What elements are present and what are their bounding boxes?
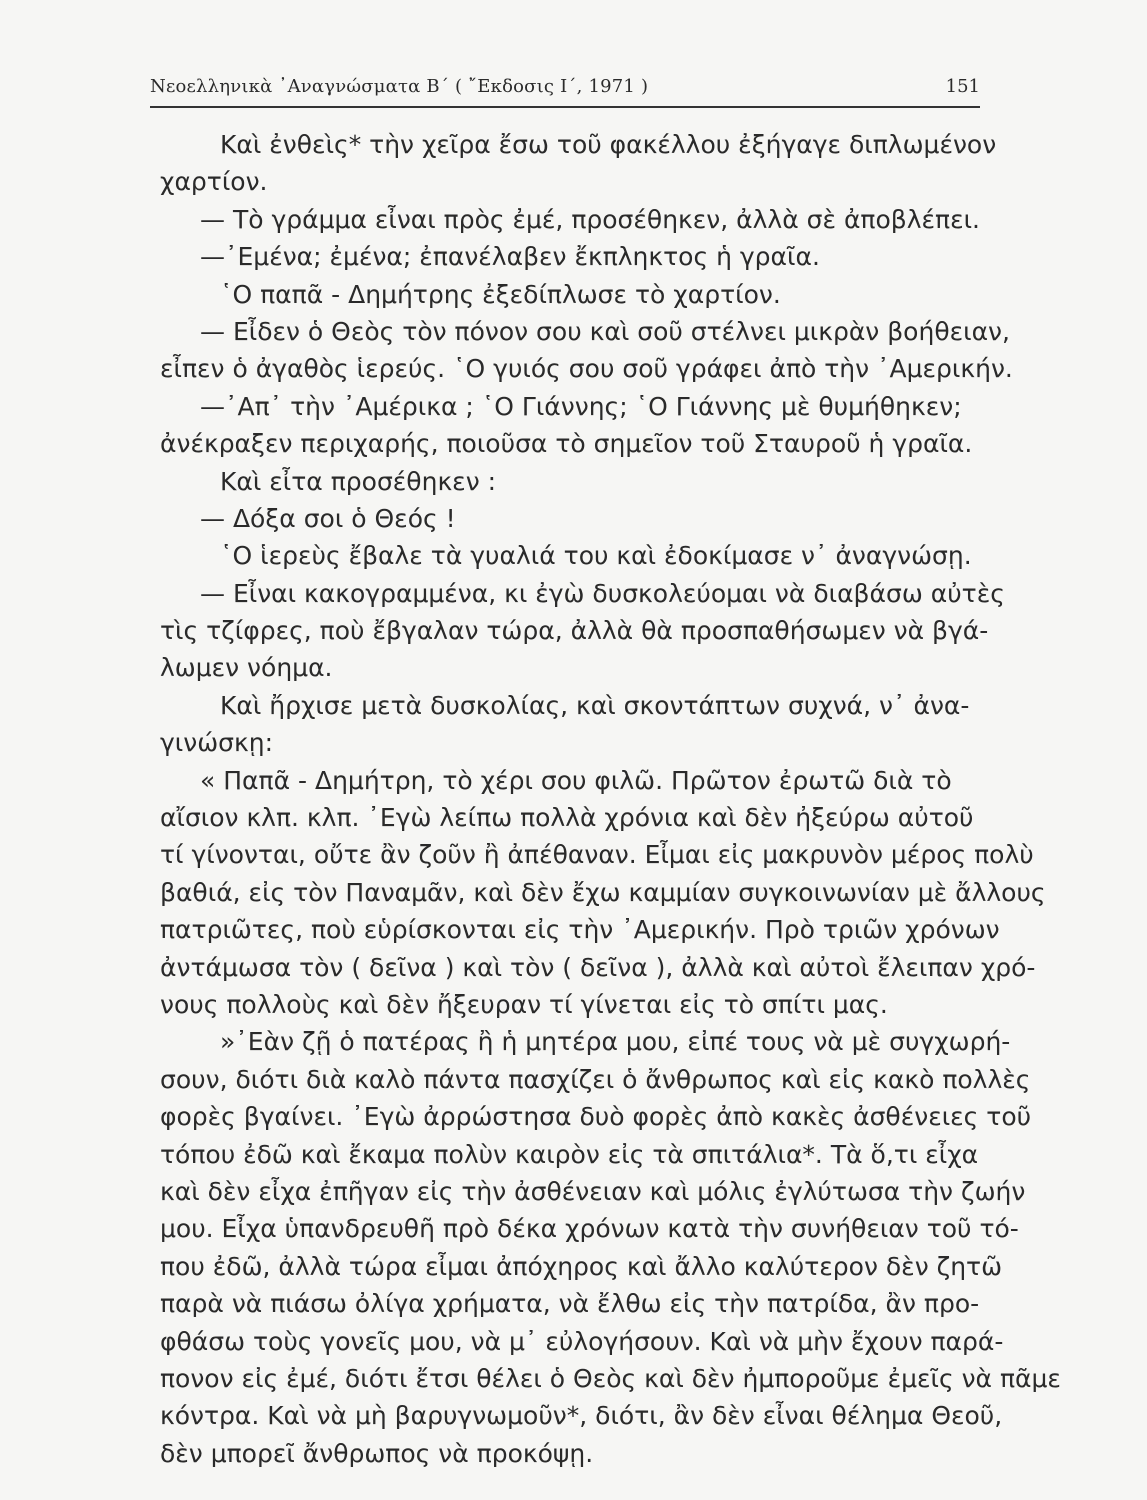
text-line: τί γίνονται, οὔτε ἂν ζοῦν ἢ ἀπέθαναν. Εἶμαι εἰς μακρυνὸν μέρος πολὺ xyxy=(160,840,1034,870)
text-line: λωμεν νόημα. xyxy=(160,653,333,683)
text-line: πονον εἰς ἐμέ, διότι ἔτσι θέλει ὁ Θεὸς καὶ δὲν ἠμποροῦμε ἐμεῖς νὰ πᾶμε xyxy=(160,1363,1061,1393)
text-line: δὲν μπορεῖ ἄνθρωπος νὰ προκόψῃ. xyxy=(160,1438,594,1468)
text-line: —᾿Εμένα; ἐμένα; ἐπανέλαβεν ἔκπληκτος ἡ γραῖα. xyxy=(200,242,820,272)
text-line: — Δόξα σοι ὁ Θεός ! xyxy=(200,503,456,533)
page-number: 151 xyxy=(945,76,980,97)
text-line: — Τὸ γράμμα εἶναι πρὸς ἐμέ, προσέθηκεν, ἀλλὰ σὲ ἀποβλέπει. xyxy=(200,204,981,234)
text-line: που ἐδῶ, ἀλλὰ τώρα εἶμαι ἀπόχηρος καὶ ἄλλο καλύτερον δὲν ζητῶ xyxy=(160,1251,1003,1281)
running-header xyxy=(150,72,980,104)
text-line: « Παπᾶ - Δημήτρη, τὸ χέρι σου φιλῶ. Πρῶτον ἐρωτῶ διὰ τὸ xyxy=(200,765,952,795)
text-line: αἴσιον κλπ. κλπ. ᾿Εγὼ λείπω πολλὰ χρόνια καὶ δὲν ἠξεύρω αὐτοῦ xyxy=(160,803,974,833)
running-title: Νεοελληνικὰ ᾿Αναγνώσματα Β΄ ( ῎Εκδοσις Ι΄, 1971 ) xyxy=(150,76,649,97)
text-line: φθάσω τοὺς γονεῖς μου, νὰ μ᾿ εὐλογήσουν. Καὶ νὰ μὴν ἔχουν παρά- xyxy=(160,1326,1004,1356)
text-line: —᾿Απ᾿ τὴν ᾿Αμέρικα ; ῾Ο Γιάννης; ῾Ο Γιάννης μὲ θυμήθηκεν; xyxy=(200,391,962,421)
text-line: μου. Εἶχα ὑπανδρευθῆ πρὸ δέκα χρόνων κατὰ τὴν συνήθειαν τοῦ τό- xyxy=(160,1214,1019,1244)
text-line: ἀνέκραξεν περιχαρής, ποιοῦσα τὸ σημεῖον τοῦ Σταυροῦ ἡ γραῖα. xyxy=(160,429,973,459)
text-line: καὶ δὲν εἶχα ἐπῆγαν εἰς τὴν ἀσθένειαν καὶ μόλις ἐγλύτωσα τὴν ζωήν xyxy=(160,1176,1026,1206)
text-line: Καὶ ἐνθεὶς* τὴν χεῖρα ἔσω τοῦ φακέλλου ἐξήγαγε διπλωμένον xyxy=(220,130,997,159)
text-line: »᾿Εὰν ζῇ ὁ πατέρας ἢ ἡ μητέρα μου, εἰπέ τους νὰ μὲ συγχωρή- xyxy=(220,1027,1011,1057)
body-text xyxy=(160,126,1061,1472)
text-line: Καὶ εἶτα προσέθηκεν : xyxy=(220,466,497,496)
text-line: ῾Ο ἱερεὺς ἔβαλε τὰ γυαλιά του καὶ ἐδοκίμασε ν᾿ ἀναγνώσῃ. xyxy=(220,541,972,571)
text-line: ἀντάμωσα τὸν ( δεῖνα ) καὶ τὸν ( δεῖνα ), ἀλλὰ καὶ αὐτοὶ ἔλειπαν χρό- xyxy=(160,952,1036,982)
text-line: Καὶ ἤρχισε μετὰ δυσκολίας, καὶ σκοντάπτων συχνά, ν᾿ ἀνα- xyxy=(220,690,970,720)
text-line: — Εἶδεν ὁ Θεὸς τὸν πόνον σου καὶ σοῦ στέλνει μικρὰν βοήθειαν, xyxy=(200,316,1010,346)
text-line: παρὰ νὰ πιάσω ὀλίγα χρήματα, νὰ ἔλθω εἰς τὴν πατρίδα, ἂν προ- xyxy=(160,1289,980,1319)
text-line: — Εἶναι κακογραμμένα, κι ἐγὼ δυσκολεύομαι νὰ διαβάσω αὐτὲς xyxy=(200,578,1005,608)
text-line: σουν, διότι διὰ καλὸ πάντα πασχίζει ὁ ἄνθρωπος καὶ εἰς κακὸ πολλὲς xyxy=(160,1064,1031,1094)
text-line: πατριῶτες, ποὺ εὑρίσκονται εἰς τὴν ᾿Αμερικήν. Πρὸ τριῶν χρόνων xyxy=(160,915,1000,945)
text-line: κόντρα. Καὶ νὰ μὴ βαρυγνωμοῦν*, διότι, ἂν δὲν εἶναι θέλημα Θεοῦ, xyxy=(160,1401,1003,1431)
text-line: τόπου ἐδῶ καὶ ἔκαμα πολὺν καιρὸν εἰς τὰ σπιτάλια*. Τὰ ὅ,τι εἶχα xyxy=(160,1139,979,1169)
text-line: εἶπεν ὁ ἀγαθὸς ἱερεύς. ῾Ο γυιός σου σοῦ γράφει ἀπὸ τὴν ᾿Αμερικήν. xyxy=(160,354,1013,384)
text-line: τὶς τζίφρες, ποὺ ἔβγαλαν τώρα, ἀλλὰ θὰ προσπαθήσωμεν νὰ βγά- xyxy=(160,616,989,646)
text-line: ῾Ο παπᾶ - Δημήτρης ἐξεδίπλωσε τὸ χαρτίον. xyxy=(220,279,781,309)
text-line: νους πολλοὺς καὶ δὲν ἤξευραν τί γίνεται εἰς τὸ σπίτι μας. xyxy=(160,989,888,1019)
text-line: φορὲς βγαίνει. ᾿Εγὼ ἀρρώστησα δυὸ φορὲς ἀπὸ κακὲς ἀσθένειες τοῦ xyxy=(160,1102,1032,1132)
header-rule xyxy=(150,106,980,108)
text-line: βαθιά, εἰς τὸν Παναμᾶν, καὶ δὲν ἔχω καμμίαν συγκοινωνίαν μὲ ἄλλους xyxy=(160,877,1046,907)
text-line: χαρτίον. xyxy=(160,167,268,197)
text-line: γινώσκῃ: xyxy=(160,728,274,758)
